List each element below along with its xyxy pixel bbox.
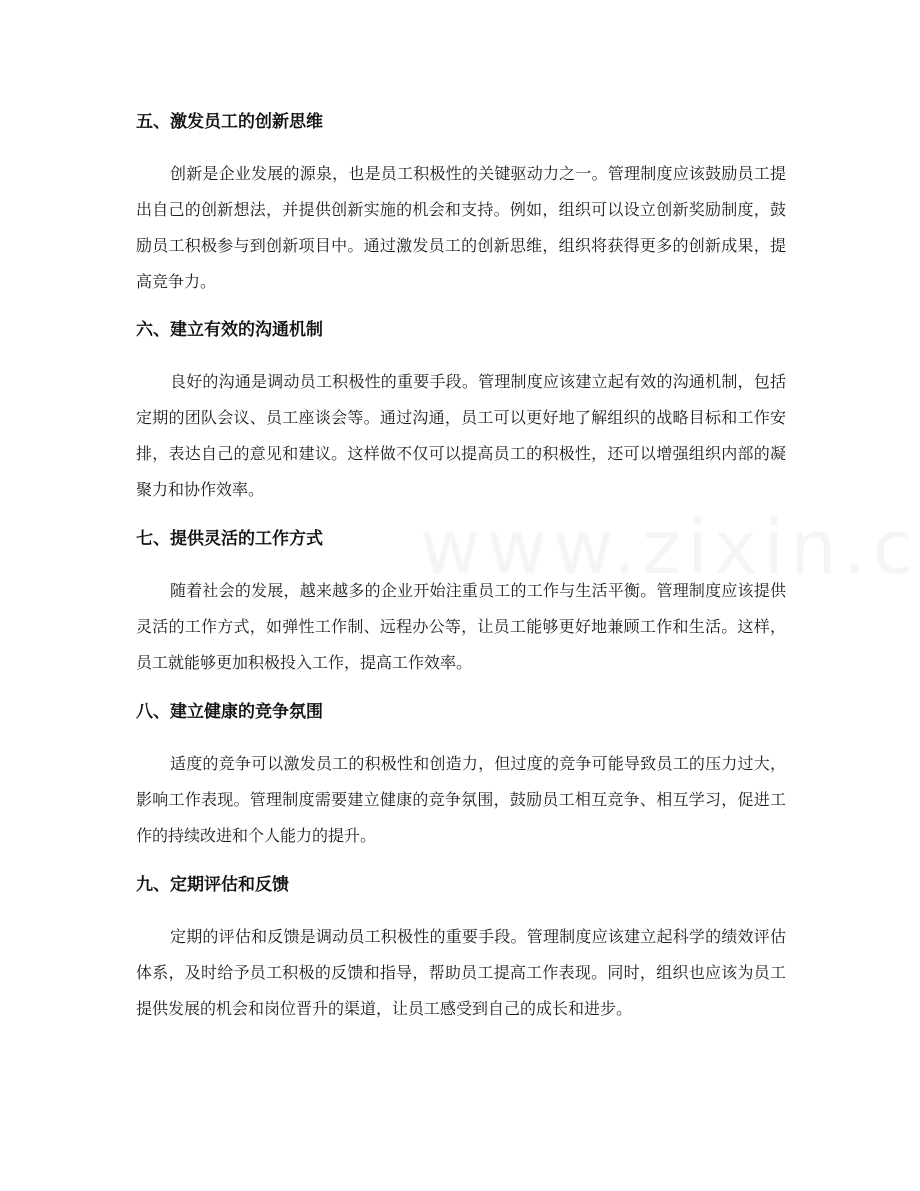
section-5 — [136, 110, 786, 300]
section-paragraph: 适度的竞争可以激发员工的积极性和创造力，但过度的竞争可能导致员工的压力过大，影响工作表现。管理制度需要建立健康的竞争氛围，鼓励员工相互竞争、相互学习，促进工作的持续改进和个人能力的提升。 — [136, 754, 786, 845]
section-8 — [136, 700, 786, 854]
section-paragraph: 随着社会的发展，越来越多的企业开始注重员工的工作与生活平衡。管理制度应该提供灵活的工作方式，如弹性工作制、远程办公等，让员工能够更好地兼顾工作和生活。这样，员工就能够更加积极投入工作，提高工作效率。 — [136, 581, 786, 672]
section-paragraph: 良好的沟通是调动员工积极性的重要手段。管理制度应该建立起有效的沟通机制，包括定期的团队会议、员工座谈会等。通过沟通，员工可以更好地了解组织的战略目标和工作安排，表达自己的意见和建议。这样做不仅可以提高员工的积极性，还可以增强组织内部的凝聚力和协作效率。 — [136, 372, 786, 499]
section-heading: 六、建立有效的沟通机制 — [136, 320, 323, 340]
section-heading: 八、建立健康的竞争氛围 — [136, 702, 323, 722]
section-heading: 五、激发员工的创新思维 — [136, 112, 323, 132]
section-paragraph: 创新是企业发展的源泉，也是员工积极性的关键驱动力之一。管理制度应该鼓励员工提出自己的创新想法，并提供创新实施的机会和支持。例如，组织可以设立创新奖励制度，鼓励员工积极参与到创新项目中。通过激发员工的创新思维，组织将获得更多的创新成果，提高竞争力。 — [136, 164, 786, 291]
section-9 — [136, 873, 786, 1027]
section-7 — [136, 527, 786, 681]
section-heading: 九、定期评估和反馈 — [136, 875, 289, 895]
section-paragraph: 定期的评估和反馈是调动员工积极性的重要手段。管理制度应该建立起科学的绩效评估体系，及时给予员工积极的反馈和指导，帮助员工提高工作表现。同时，组织也应该为员工提供发展的机会和岗位晋升的渠道，让员工感受到自己的成长和进步。 — [136, 927, 786, 1018]
section-heading: 七、提供灵活的工作方式 — [136, 529, 323, 549]
section-6 — [136, 318, 786, 508]
